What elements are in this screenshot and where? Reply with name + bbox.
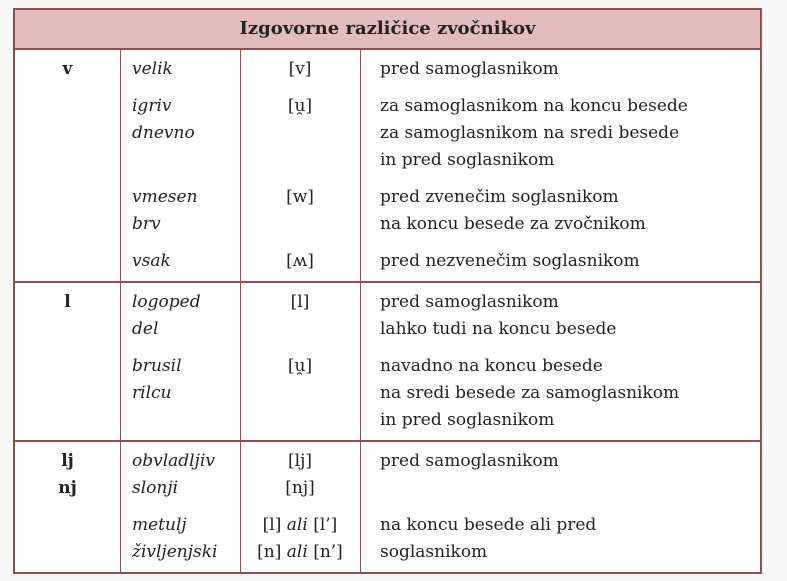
example-words-line: vmesen	[132, 187, 198, 207]
example-words-line: brv	[132, 214, 161, 234]
example-words-line: obvladljiv	[132, 451, 215, 471]
table-row	[15, 248, 760, 275]
pronunciation-line: [v]	[288, 59, 312, 79]
pronunciation-line: [l] ali [l’]	[262, 515, 338, 535]
column-divider	[240, 283, 241, 440]
example-words-cell	[120, 448, 240, 502]
description-cell	[360, 184, 760, 238]
table-group	[15, 440, 760, 572]
description-line: lahko tudi na koncu besede	[380, 319, 617, 339]
description-line: in pred soglasnikom	[380, 410, 555, 430]
letter-cell	[15, 448, 120, 502]
table-group	[15, 281, 760, 440]
example-words-line: rilcu	[132, 383, 172, 403]
example-words-line: življenjski	[132, 542, 218, 562]
description-line: pred samoglasnikom	[380, 451, 559, 471]
description-line: za samoglasnikom na koncu besede	[380, 96, 688, 116]
pronunciation-line: [ʍ]	[286, 251, 314, 271]
example-words-line: del	[132, 319, 159, 339]
description-cell	[360, 512, 760, 566]
pronunciation-table	[13, 8, 762, 574]
letter-line: l	[64, 292, 71, 312]
example-words-line: velik	[132, 59, 173, 79]
table-row	[15, 353, 760, 434]
description-line: na koncu besede ali pred	[380, 515, 597, 535]
letter-cell	[15, 93, 120, 174]
table-row	[15, 512, 760, 566]
table-row	[15, 184, 760, 238]
pronunciation-line: [u̯]	[287, 356, 313, 376]
column-divider	[120, 442, 121, 572]
pronunciation-line: [n] ali [n’]	[257, 542, 343, 562]
description-cell	[360, 448, 760, 502]
description-line: navadno na koncu besede	[380, 356, 603, 376]
pronunciation-cell	[240, 56, 360, 83]
example-words-line: dnevno	[132, 123, 195, 143]
example-words-cell	[120, 56, 240, 83]
description-line: in pred soglasnikom	[380, 150, 555, 170]
letter-cell	[15, 512, 120, 566]
column-divider	[360, 50, 361, 281]
column-divider	[360, 283, 361, 440]
description-line: na koncu besede za zvočnikom	[380, 214, 646, 234]
column-divider	[360, 442, 361, 572]
letter-line: nj	[58, 478, 77, 498]
pronunciation-cell	[240, 184, 360, 238]
example-words-line: metulj	[132, 515, 187, 535]
table-row	[15, 56, 760, 83]
example-words-line: brusil	[132, 356, 182, 376]
letter-cell	[15, 289, 120, 343]
pronunciation-line: [nj]	[285, 478, 315, 498]
pronunciation-cell	[240, 248, 360, 275]
example-words-cell	[120, 93, 240, 174]
column-divider	[240, 442, 241, 572]
description-cell	[360, 56, 760, 83]
pronunciation-cell	[240, 289, 360, 343]
example-words-cell	[120, 289, 240, 343]
example-words-cell	[120, 512, 240, 566]
description-line: za samoglasnikom na sredi besede	[380, 123, 680, 143]
letter-cell	[15, 353, 120, 434]
table-row	[15, 448, 760, 502]
pronunciation-line: [u̯]	[287, 96, 313, 116]
example-words-line: vsak	[132, 251, 171, 271]
pronunciation-cell	[240, 448, 360, 502]
column-divider	[240, 50, 241, 281]
example-words-line: slonji	[132, 478, 179, 498]
table-row	[15, 93, 760, 174]
description-line: pred nezvenečim soglasnikom	[380, 251, 640, 271]
table-title: Izgovorne različice zvočnikov	[15, 10, 760, 50]
example-words-cell	[120, 248, 240, 275]
example-words-line: igriv	[132, 96, 172, 116]
letter-line: v	[62, 59, 73, 79]
pronunciation-cell	[240, 93, 360, 174]
example-words-cell	[120, 184, 240, 238]
column-divider	[120, 50, 121, 281]
pronunciation-line: [l]	[290, 292, 310, 312]
table-row	[15, 289, 760, 343]
description-cell	[360, 353, 760, 434]
description-cell	[360, 289, 760, 343]
example-words-cell	[120, 353, 240, 434]
description-cell	[360, 93, 760, 174]
description-line: pred samoglasnikom	[380, 292, 559, 312]
pronunciation-cell	[240, 512, 360, 566]
description-cell	[360, 248, 760, 275]
description-line: pred zvenečim soglasnikom	[380, 187, 619, 207]
pronunciation-cell	[240, 353, 360, 434]
letter-cell	[15, 56, 120, 83]
pronunciation-line: [w]	[286, 187, 314, 207]
letter-cell	[15, 248, 120, 275]
description-line: pred samoglasnikom	[380, 59, 559, 79]
example-words-line: logoped	[132, 292, 201, 312]
letter-cell	[15, 184, 120, 238]
table-group	[15, 50, 760, 281]
description-line: na sredi besede za samoglasnikom	[380, 383, 680, 403]
description-line: soglasnikom	[380, 542, 488, 562]
letter-line: lj	[61, 451, 74, 471]
pronunciation-line: [lj]	[288, 451, 312, 471]
column-divider	[120, 283, 121, 440]
